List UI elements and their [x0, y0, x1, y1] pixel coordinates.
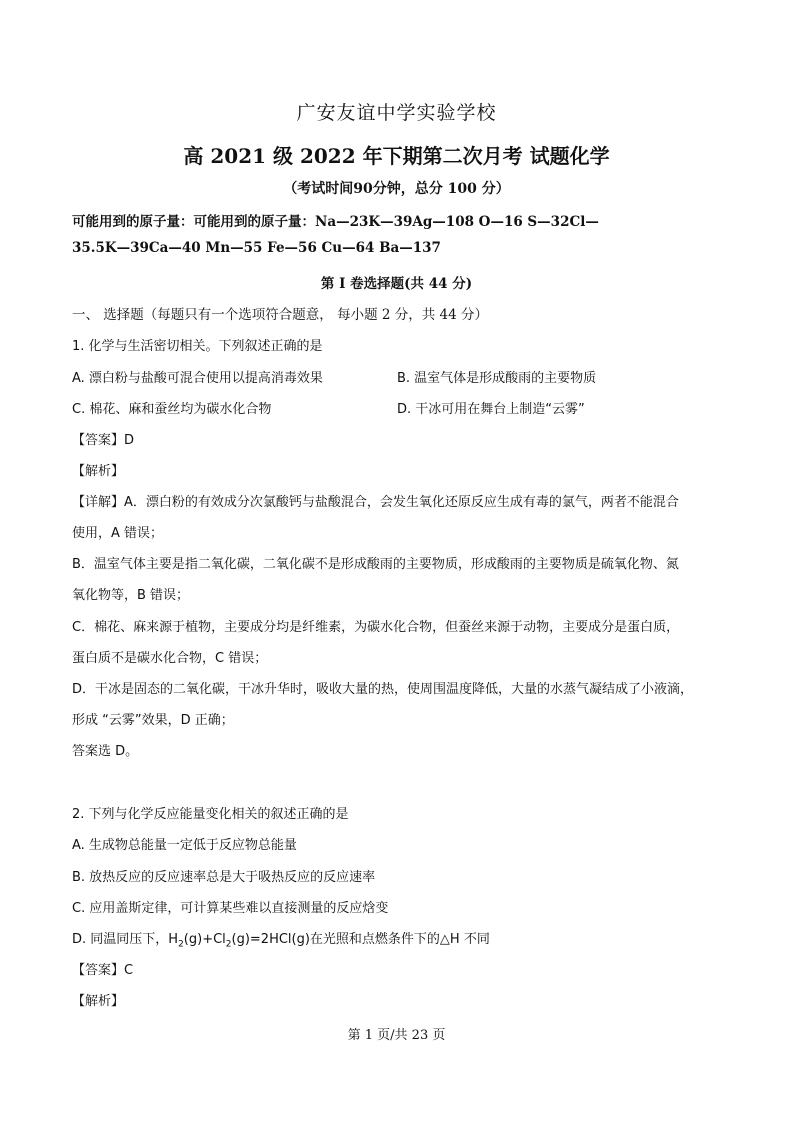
q2-option-d-suffix: (g)=2HCl(g)在光照和点燃条件下的△H 不同: [231, 932, 490, 947]
q2-option-d-sub1: 2: [178, 939, 184, 950]
q1-detail-b-line1: B．温室气体主要是指二氧化碳，二氧化碳不是形成酸雨的主要物质，形成酸雨的主要物质是硫氧化物、氮: [72, 557, 679, 572]
q1-detail-a-line1: 【详解】A．漂白粉的有效成分次氯酸钙与盐酸混合，会发生氧化还原反应生成有毒的氯气，两者不能混合: [72, 495, 679, 510]
q2-stem: 2. 下列与化学反应能量变化相关的叙述正确的是: [72, 807, 349, 822]
q2-option-d-prefix: D. 同温同压下，H: [72, 932, 179, 947]
q1-stem: 1. 化学与生活密切相关。下列叙述正确的是: [72, 339, 323, 354]
q2-option-d: [72, 928, 490, 950]
page-footer: 第 1 页/共 23 页: [347, 1028, 446, 1043]
q2-answer: 【答案】C: [72, 963, 134, 978]
q1-answer: 【答案】D: [72, 433, 135, 448]
atomic-masses-line1: 可能用到的原子量：可能用到的原子量：Na—23K—39Ag—108 O—16 S—32Cl—: [72, 214, 599, 230]
q1-option-a: A. 漂白粉与盐酸可混合使用以提高消毒效果: [72, 371, 323, 386]
school-name: 广安友谊中学实验学校: [296, 102, 497, 124]
section-instruction: 一、 选择题（每题只有一个选项符合题意， 每小题 2 分，共 44 分）: [72, 307, 489, 323]
q1-analysis-label: 【解析】: [72, 464, 125, 479]
exam-title: 高 2021 级 2022 年下期第二次月考 试题化学: [183, 144, 610, 168]
q1-detail-a-line2: 使用，A 错误；: [72, 526, 164, 541]
q1-option-b: B. 温室气体是形成酸雨的主要物质: [397, 371, 597, 386]
q1-conclusion: 答案选 D。: [72, 744, 139, 759]
section-title: 第 I 卷选择题(共 44 分): [320, 276, 473, 292]
atomic-masses-line2: 35.5K—39Ca—40 Mn—55 Fe—56 Cu—64 Ba—137: [72, 240, 441, 256]
q2-option-d-mid: (g)+Cl: [183, 932, 226, 947]
q2-option-b: B. 放热反应的反应速率总是大于吸热反应的反应速率: [72, 870, 376, 885]
q1-detail-c-line1: C．棉花、麻来源于植物，主要成分均是纤维素，为碳水化合物，但蚕丝来源于动物，主要成分是蛋白质，: [72, 620, 680, 635]
q1-detail-d-line2: 形成 “云雾”效果，D 正确；: [72, 713, 234, 728]
q2-analysis-label: 【解析】: [72, 994, 125, 1009]
exam-info: （考试时间90分钟，总分 100 分）: [283, 181, 510, 197]
q1-detail-d-line1: D．干冰是固态的二氧化碳，干冰升华时，吸收大量的热，使周围温度降低，大量的水蒸气凝结成了小液滴，: [72, 682, 694, 697]
q2-option-d-sub2: 2: [225, 939, 232, 950]
q1-option-d: D. 干冰可用在舞台上制造“云雾”: [397, 402, 585, 417]
q1-detail-c-line2: 蛋白质不是碳水化合物，C 错误；: [72, 651, 268, 666]
q2-option-a: A. 生成物总能量一定低于反应物总能量: [72, 838, 297, 853]
q2-option-c: C. 应用盖斯定律，可计算某些难以直接测量的反应焓变: [72, 901, 389, 916]
q1-option-c: C. 棉花、麻和蚕丝均为碳水化合物: [72, 402, 272, 417]
q1-detail-b-line2: 氧化物等，B 错误；: [72, 588, 190, 603]
